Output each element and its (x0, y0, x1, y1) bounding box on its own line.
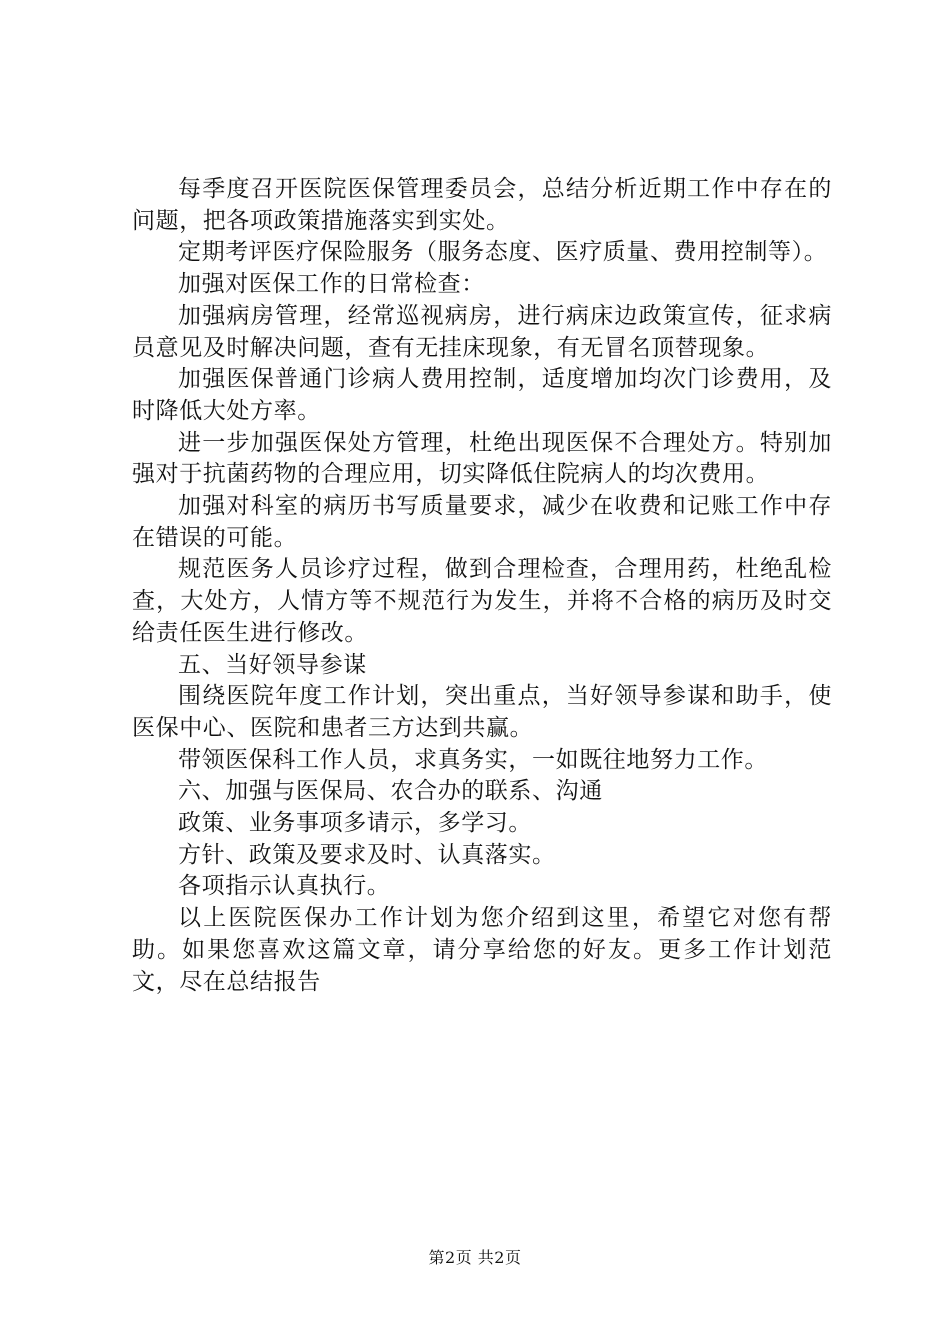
paragraph: 政策、业务事项多请示，多学习。 (178, 810, 532, 837)
paragraph: 带领医保科工作人员，求真务实，一如既往地努力工作。 (178, 746, 768, 773)
paragraph: 加强对科室的病历书写质量要求，减少在收费和记账工作中存在错误的可能。 (132, 493, 832, 551)
document-body (132, 174, 832, 998)
paragraph: 方针、政策及要求及时、认真落实。 (178, 841, 556, 868)
paragraph: 围绕医院年度工作计划，突出重点，当好领导参谋和助手，使医保中心、医院和患者三方达到共赢。 (132, 683, 832, 741)
paragraph: 每季度召开医院医保管理委员会，总结分析近期工作中存在的问题，把各项政策措施落实到实处。 (132, 176, 832, 234)
paragraph: 加强医保普通门诊病人费用控制，适度增加均次门诊费用，及时降低大处方率。 (132, 366, 832, 424)
paragraph: 各项指示认真执行。 (178, 873, 391, 900)
paragraph: 进一步加强医保处方管理，杜绝出现医保不合理处方。特别加强对于抗菌药物的合理应用，切实降低住院病人的均次费用。 (132, 429, 832, 488)
section-heading: 五、当好领导参谋 (178, 651, 367, 678)
section-heading: 六、加强与医保局、农合办的联系、沟通 (178, 778, 603, 805)
page-number-footer: 第2页 共2页 (428, 1248, 522, 1267)
paragraph: 以上医院医保办工作计划为您介绍到这里，希望它对您有帮助。如果您喜欢这篇文章，请分享给您的好友。更多工作计划范文，尽在总结报告 (132, 905, 832, 995)
paragraph: 加强病房管理，经常巡视病房，进行病床边政策宣传，征求病员意见及时解决问题，查有无挂床现象，有无冒名顶替现象。 (132, 302, 832, 361)
paragraph: 规范医务人员诊疗过程，做到合理检查，合理用药，杜绝乱检查，大处方，人情方等不规范行为发生，并将不合格的病历及时交给责任医生进行修改。 (132, 556, 832, 646)
paragraph: 定期考评医疗保险服务（服务态度、医疗质量、费用控制等）。 (178, 239, 828, 266)
paragraph: 加强对医保工作的日常检查： (178, 271, 485, 298)
